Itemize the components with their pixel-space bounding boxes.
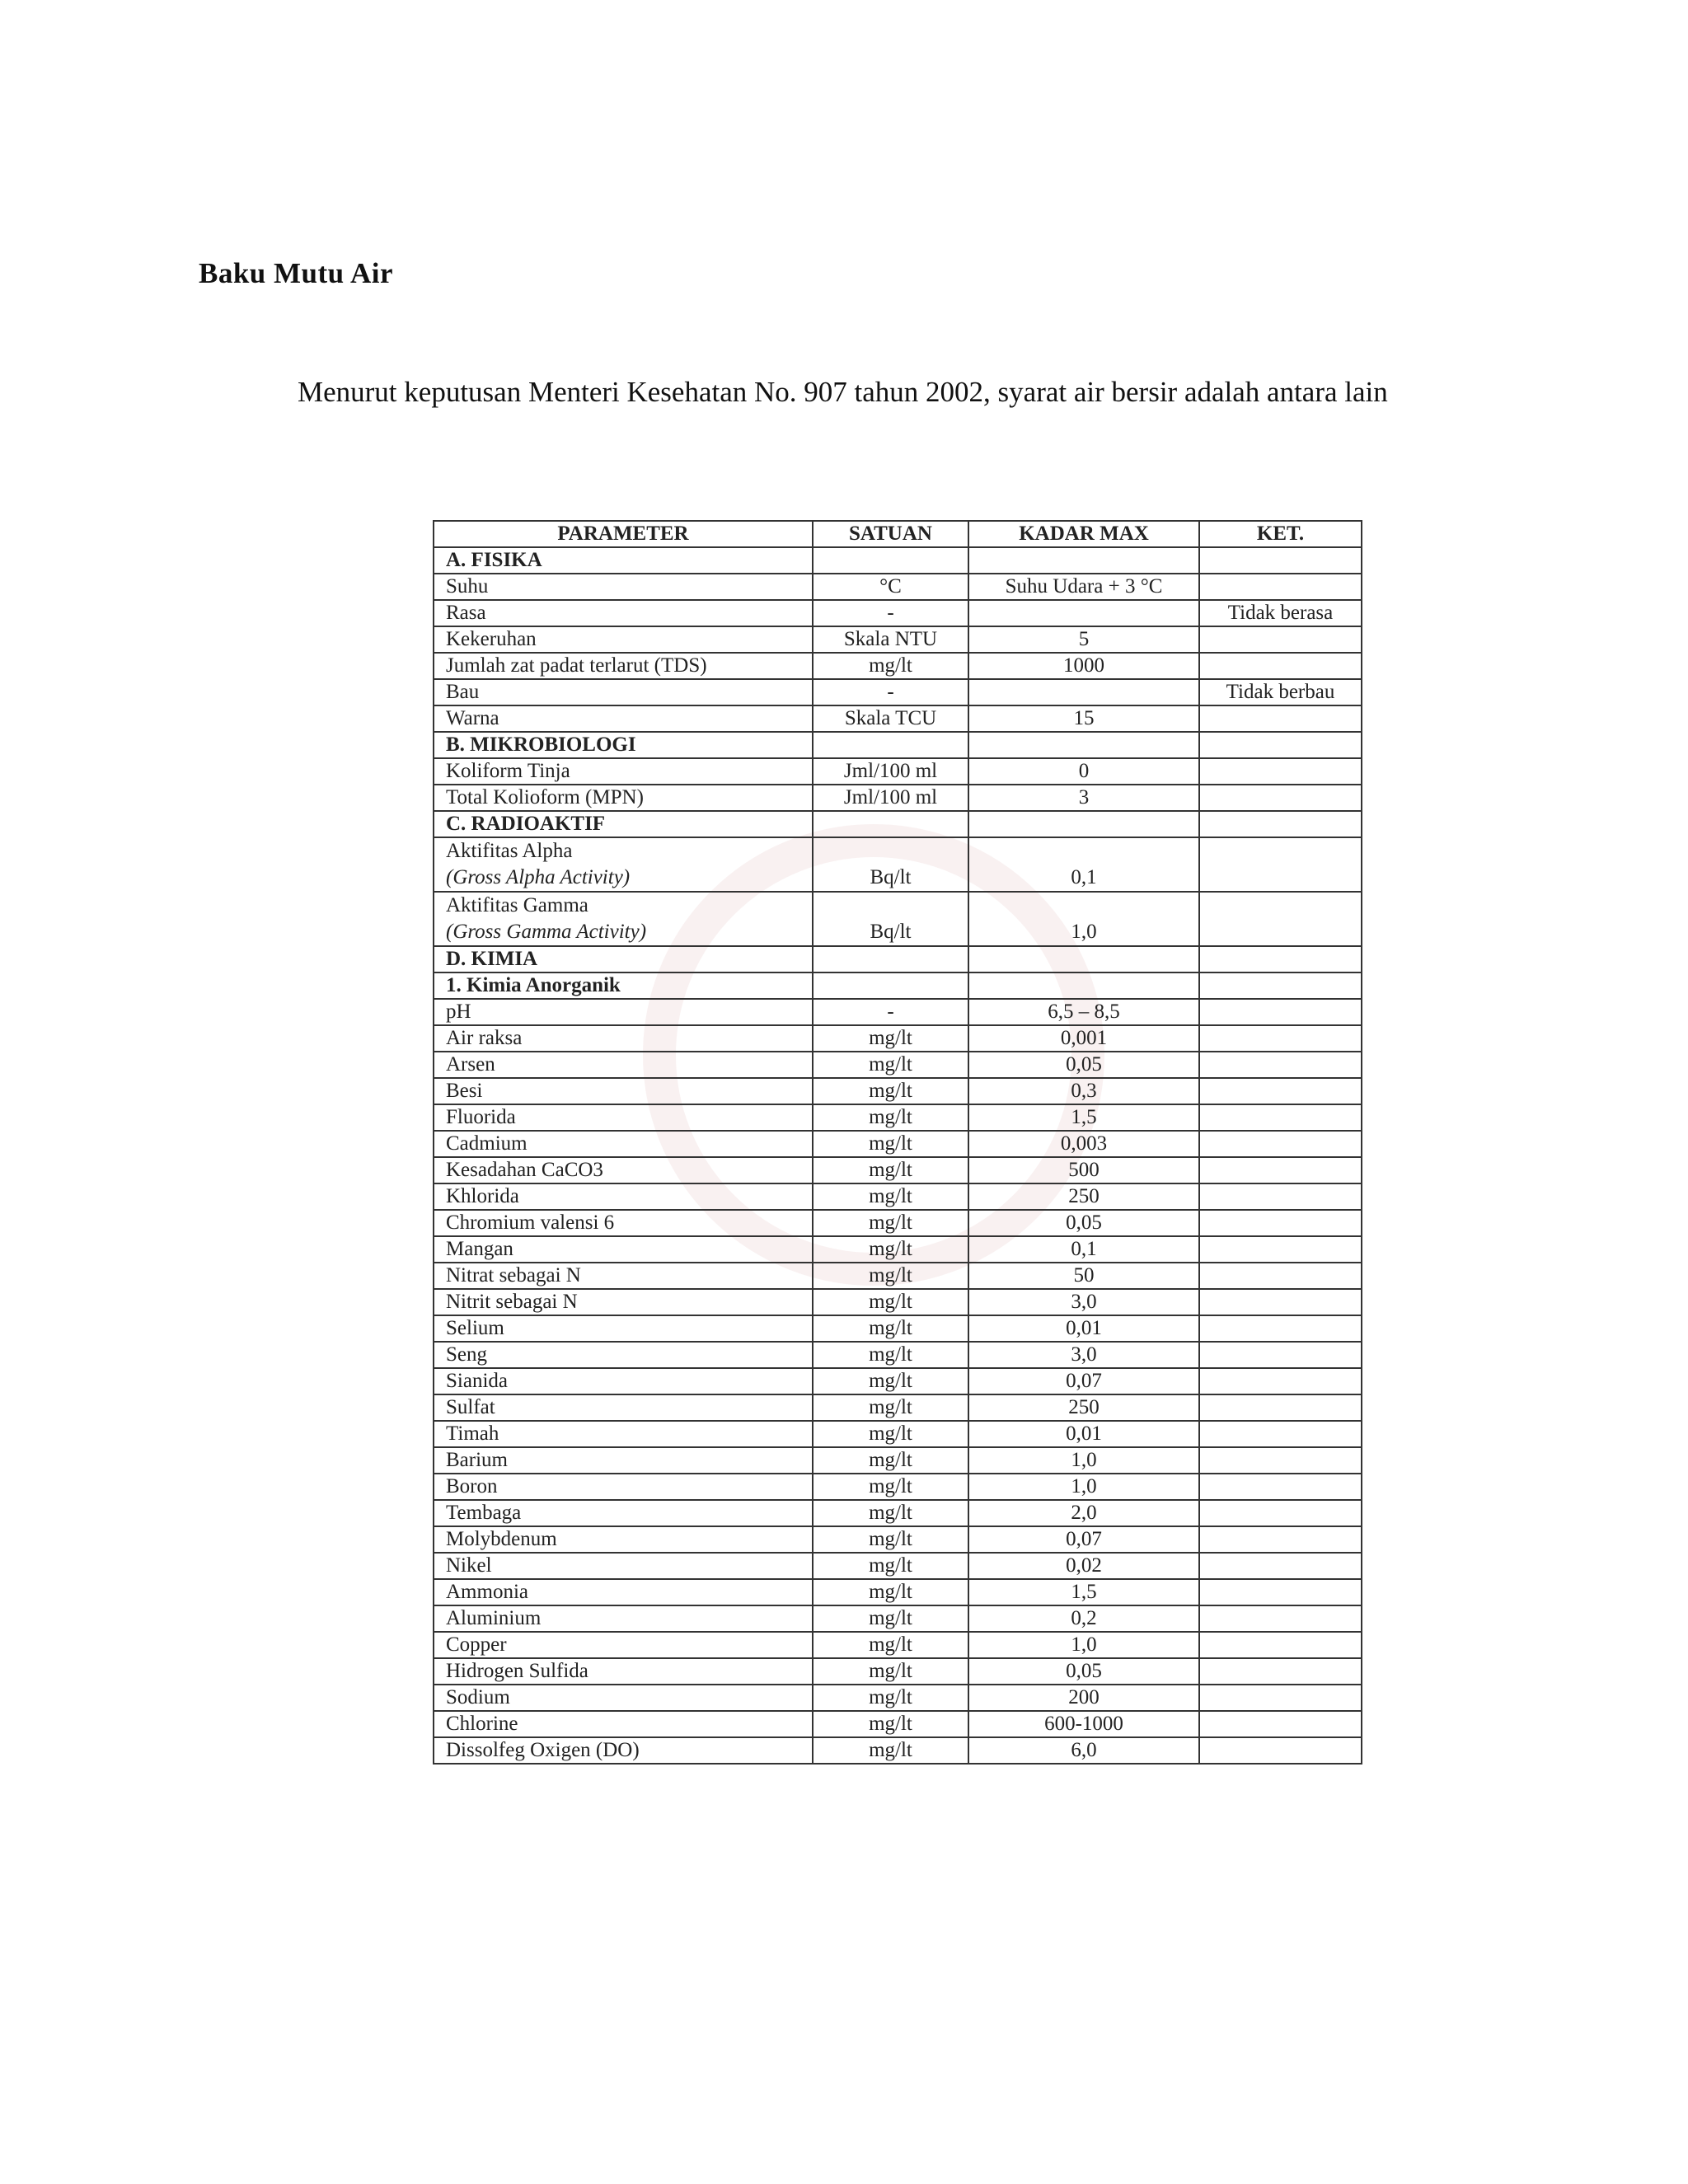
cell-kadar-max: 1,0 — [968, 1474, 1199, 1500]
cell-satuan: mg/lt — [813, 1183, 968, 1210]
cell-kadar-max: 3,0 — [968, 1342, 1199, 1368]
cell-kadar-max: 1,5 — [968, 1104, 1199, 1131]
cell-parameter: pH — [434, 999, 813, 1025]
cell-ket — [1199, 1605, 1362, 1632]
cell-satuan: mg/lt — [813, 1131, 968, 1157]
cell-kadar-max: 0,01 — [968, 1315, 1199, 1342]
cell-parameter: Arsen — [434, 1052, 813, 1078]
header-kadar-max: KADAR MAX — [968, 521, 1199, 547]
cell-ket — [1199, 1685, 1362, 1711]
cell-parameter: Copper — [434, 1632, 813, 1658]
cell-satuan — [813, 946, 968, 972]
table-row — [434, 705, 1362, 732]
cell-parameter: Sodium — [434, 1685, 813, 1711]
cell-kadar-max: 200 — [968, 1685, 1199, 1711]
cell-ket — [1199, 1263, 1362, 1289]
cell-ket — [1199, 1368, 1362, 1394]
table-header-row — [434, 521, 1362, 547]
cell-satuan — [813, 547, 968, 574]
cell-ket: Tidak berasa — [1199, 600, 1362, 626]
cell-ket — [1199, 1289, 1362, 1315]
cell-parameter: 1. Kimia Anorganik — [434, 972, 813, 999]
cell-kadar-max: 1,0 — [968, 892, 1199, 946]
cell-satuan: mg/lt — [813, 1236, 968, 1263]
cell-satuan: mg/lt — [813, 1025, 968, 1052]
cell-satuan: mg/lt — [813, 1737, 968, 1764]
table-row — [434, 653, 1362, 679]
cell-parameter: Cadmium — [434, 1131, 813, 1157]
cell-ket — [1199, 1579, 1362, 1605]
cell-parameter — [434, 837, 813, 892]
cell-parameter: Timah — [434, 1421, 813, 1447]
table-section-row — [434, 732, 1362, 758]
table-row — [434, 1368, 1362, 1394]
table-section-row — [434, 972, 1362, 999]
cell-kadar-max: 1,0 — [968, 1447, 1199, 1474]
cell-ket — [1199, 785, 1362, 811]
page-title: Baku Mutu Air — [199, 257, 393, 289]
cell-ket — [1199, 999, 1362, 1025]
cell-parameter: Kesadahan CaCO3 — [434, 1157, 813, 1183]
cell-kadar-max: 15 — [968, 705, 1199, 732]
cell-parameter: Aluminium — [434, 1605, 813, 1632]
cell-parameter: Sulfat — [434, 1394, 813, 1421]
cell-ket — [1199, 1553, 1362, 1579]
cell-ket — [1199, 811, 1362, 837]
cell-satuan: mg/lt — [813, 1342, 968, 1368]
cell-satuan: mg/lt — [813, 1500, 968, 1526]
cell-ket — [1199, 1131, 1362, 1157]
cell-satuan: mg/lt — [813, 1658, 968, 1685]
cell-ket: Tidak berbau — [1199, 679, 1362, 705]
cell-satuan: - — [813, 679, 968, 705]
cell-satuan: mg/lt — [813, 1421, 968, 1447]
cell-parameter: Warna — [434, 705, 813, 732]
table-row — [434, 837, 1362, 892]
cell-ket — [1199, 1157, 1362, 1183]
table-row — [434, 1553, 1362, 1579]
table-row — [434, 1342, 1362, 1368]
cell-satuan: mg/lt — [813, 1078, 968, 1104]
parameter-name: Aktifitas Gamma — [446, 894, 588, 916]
table-row — [434, 892, 1362, 946]
cell-parameter: Nitrit sebagai N — [434, 1289, 813, 1315]
cell-ket — [1199, 1236, 1362, 1263]
cell-ket — [1199, 972, 1362, 999]
table-row — [434, 1078, 1362, 1104]
cell-ket — [1199, 1104, 1362, 1131]
cell-parameter: Chlorine — [434, 1711, 813, 1737]
cell-kadar-max: 0,1 — [968, 837, 1199, 892]
cell-ket — [1199, 1526, 1362, 1553]
table-row — [434, 1157, 1362, 1183]
cell-ket — [1199, 892, 1362, 946]
cell-kadar-max: 0,3 — [968, 1078, 1199, 1104]
header-satuan: SATUAN — [813, 521, 968, 547]
cell-satuan: Jml/100 ml — [813, 785, 968, 811]
cell-satuan: mg/lt — [813, 1210, 968, 1236]
cell-parameter — [434, 892, 813, 946]
table-row — [434, 1104, 1362, 1131]
cell-satuan: mg/lt — [813, 1447, 968, 1474]
table-row — [434, 1052, 1362, 1078]
cell-parameter: A. FISIKA — [434, 547, 813, 574]
cell-kadar-max: 0,05 — [968, 1210, 1199, 1236]
cell-satuan — [813, 732, 968, 758]
cell-parameter: Jumlah zat padat terlarut (TDS) — [434, 653, 813, 679]
intro-paragraph: Menurut keputusan Menteri Kesehatan No. 907 tahun 2002, syarat air bersir adalah antara lain — [298, 376, 1388, 408]
header-ket: KET. — [1199, 521, 1362, 547]
cell-ket — [1199, 758, 1362, 785]
table-row — [434, 1210, 1362, 1236]
cell-parameter: Besi — [434, 1078, 813, 1104]
table-row — [434, 1526, 1362, 1553]
cell-kadar-max — [968, 972, 1199, 999]
cell-kadar-max — [968, 679, 1199, 705]
cell-kadar-max: 1,0 — [968, 1632, 1199, 1658]
cell-parameter: D. KIMIA — [434, 946, 813, 972]
cell-satuan: mg/lt — [813, 1394, 968, 1421]
cell-ket — [1199, 1052, 1362, 1078]
cell-satuan: mg/lt — [813, 1553, 968, 1579]
cell-parameter: Sianida — [434, 1368, 813, 1394]
cell-kadar-max: 0,07 — [968, 1526, 1199, 1553]
cell-kadar-max: 1000 — [968, 653, 1199, 679]
cell-satuan: - — [813, 600, 968, 626]
cell-satuan: mg/lt — [813, 1368, 968, 1394]
cell-parameter: Selium — [434, 1315, 813, 1342]
cell-ket — [1199, 1632, 1362, 1658]
cell-ket — [1199, 574, 1362, 600]
cell-ket — [1199, 1474, 1362, 1500]
table-row — [434, 758, 1362, 785]
cell-ket — [1199, 1342, 1362, 1368]
cell-kadar-max: 2,0 — [968, 1500, 1199, 1526]
cell-satuan: Bq/lt — [813, 837, 968, 892]
cell-ket — [1199, 1078, 1362, 1104]
cell-parameter: Nitrat sebagai N — [434, 1263, 813, 1289]
table-row — [434, 1394, 1362, 1421]
cell-kadar-max — [968, 547, 1199, 574]
cell-kadar-max: 0,07 — [968, 1368, 1199, 1394]
cell-kadar-max: 3,0 — [968, 1289, 1199, 1315]
table-row — [434, 1131, 1362, 1157]
table-row — [434, 1474, 1362, 1500]
cell-parameter: Boron — [434, 1474, 813, 1500]
cell-kadar-max: Suhu Udara + 3 °C — [968, 574, 1199, 600]
table-row — [434, 1737, 1362, 1764]
parameter-subname: (Gross Alpha Activity) — [446, 866, 631, 888]
cell-satuan: mg/lt — [813, 1157, 968, 1183]
cell-kadar-max — [968, 811, 1199, 837]
cell-ket — [1199, 946, 1362, 972]
cell-parameter: Mangan — [434, 1236, 813, 1263]
cell-ket — [1199, 1183, 1362, 1210]
cell-parameter: Tembaga — [434, 1500, 813, 1526]
cell-kadar-max: 0 — [968, 758, 1199, 785]
cell-satuan: mg/lt — [813, 1052, 968, 1078]
cell-satuan: mg/lt — [813, 1685, 968, 1711]
cell-ket — [1199, 1421, 1362, 1447]
cell-parameter: Ammonia — [434, 1579, 813, 1605]
cell-parameter: Dissolfeg Oxigen (DO) — [434, 1737, 813, 1764]
table-row — [434, 1605, 1362, 1632]
cell-satuan: mg/lt — [813, 1263, 968, 1289]
cell-satuan: mg/lt — [813, 653, 968, 679]
cell-ket — [1199, 1394, 1362, 1421]
table-row — [434, 1236, 1362, 1263]
cell-parameter: Nikel — [434, 1553, 813, 1579]
header-parameter: PARAMETER — [434, 521, 813, 547]
cell-kadar-max: 50 — [968, 1263, 1199, 1289]
cell-kadar-max: 3 — [968, 785, 1199, 811]
table-row — [434, 1289, 1362, 1315]
table-row — [434, 1263, 1362, 1289]
cell-parameter: Molybdenum — [434, 1526, 813, 1553]
cell-kadar-max: 0,02 — [968, 1553, 1199, 1579]
water-quality-table-container — [433, 520, 1361, 1765]
cell-kadar-max: 0,1 — [968, 1236, 1199, 1263]
cell-parameter: Fluorida — [434, 1104, 813, 1131]
cell-kadar-max: 6,0 — [968, 1737, 1199, 1764]
table-row — [434, 1579, 1362, 1605]
table-body — [434, 547, 1362, 1764]
cell-kadar-max: 0,001 — [968, 1025, 1199, 1052]
cell-satuan: °C — [813, 574, 968, 600]
table-row — [434, 1658, 1362, 1685]
cell-parameter: B. MIKROBIOLOGI — [434, 732, 813, 758]
cell-parameter: Seng — [434, 1342, 813, 1368]
cell-kadar-max — [968, 946, 1199, 972]
cell-satuan: mg/lt — [813, 1632, 968, 1658]
cell-parameter: Khlorida — [434, 1183, 813, 1210]
table-row — [434, 1315, 1362, 1342]
table-row — [434, 1421, 1362, 1447]
cell-kadar-max: 1,5 — [968, 1579, 1199, 1605]
cell-satuan: - — [813, 999, 968, 1025]
cell-kadar-max: 250 — [968, 1183, 1199, 1210]
cell-ket — [1199, 1500, 1362, 1526]
table-row — [434, 1025, 1362, 1052]
table-row — [434, 785, 1362, 811]
table-row — [434, 574, 1362, 600]
table-row — [434, 1183, 1362, 1210]
cell-ket — [1199, 547, 1362, 574]
cell-satuan: mg/lt — [813, 1104, 968, 1131]
cell-parameter: Bau — [434, 679, 813, 705]
cell-ket — [1199, 1658, 1362, 1685]
cell-parameter: Koliform Tinja — [434, 758, 813, 785]
cell-satuan: Bq/lt — [813, 892, 968, 946]
cell-ket — [1199, 626, 1362, 653]
cell-parameter: C. RADIOAKTIF — [434, 811, 813, 837]
cell-kadar-max — [968, 600, 1199, 626]
cell-satuan: mg/lt — [813, 1526, 968, 1553]
parameter-subname: (Gross Gamma Activity) — [446, 921, 647, 943]
table-section-row — [434, 946, 1362, 972]
cell-ket — [1199, 1210, 1362, 1236]
cell-kadar-max: 0,2 — [968, 1605, 1199, 1632]
cell-ket — [1199, 1447, 1362, 1474]
cell-parameter: Suhu — [434, 574, 813, 600]
table-section-row — [434, 547, 1362, 574]
table-row — [434, 1711, 1362, 1737]
cell-ket — [1199, 837, 1362, 892]
cell-satuan: mg/lt — [813, 1579, 968, 1605]
cell-parameter: Air raksa — [434, 1025, 813, 1052]
parameter-name: Aktifitas Alpha — [446, 840, 573, 862]
cell-parameter: Hidrogen Sulfida — [434, 1658, 813, 1685]
table-row — [434, 1447, 1362, 1474]
cell-ket — [1199, 1315, 1362, 1342]
table-row — [434, 626, 1362, 653]
cell-satuan — [813, 972, 968, 999]
cell-kadar-max: 500 — [968, 1157, 1199, 1183]
table-section-row — [434, 811, 1362, 837]
table-row — [434, 679, 1362, 705]
cell-satuan: mg/lt — [813, 1711, 968, 1737]
table-row — [434, 1500, 1362, 1526]
cell-kadar-max: 5 — [968, 626, 1199, 653]
table-row — [434, 1632, 1362, 1658]
cell-satuan: Skala TCU — [813, 705, 968, 732]
cell-ket — [1199, 1737, 1362, 1764]
cell-parameter: Barium — [434, 1447, 813, 1474]
table-row — [434, 999, 1362, 1025]
cell-ket — [1199, 1025, 1362, 1052]
cell-kadar-max: 600-1000 — [968, 1711, 1199, 1737]
cell-parameter: Total Kolioform (MPN) — [434, 785, 813, 811]
cell-ket — [1199, 1711, 1362, 1737]
cell-kadar-max — [968, 732, 1199, 758]
cell-satuan: Skala NTU — [813, 626, 968, 653]
table-row — [434, 1685, 1362, 1711]
cell-satuan: mg/lt — [813, 1605, 968, 1632]
cell-kadar-max: 0,05 — [968, 1658, 1199, 1685]
cell-ket — [1199, 705, 1362, 732]
cell-satuan: mg/lt — [813, 1315, 968, 1342]
cell-parameter: Kekeruhan — [434, 626, 813, 653]
cell-ket — [1199, 732, 1362, 758]
cell-kadar-max: 0,05 — [968, 1052, 1199, 1078]
cell-ket — [1199, 653, 1362, 679]
cell-satuan: mg/lt — [813, 1474, 968, 1500]
cell-kadar-max: 250 — [968, 1394, 1199, 1421]
cell-satuan — [813, 811, 968, 837]
cell-kadar-max: 0,003 — [968, 1131, 1199, 1157]
cell-kadar-max: 0,01 — [968, 1421, 1199, 1447]
table-row — [434, 600, 1362, 626]
cell-parameter: Chromium valensi 6 — [434, 1210, 813, 1236]
water-quality-table — [433, 520, 1362, 1765]
cell-kadar-max: 6,5 – 8,5 — [968, 999, 1199, 1025]
cell-satuan: mg/lt — [813, 1289, 968, 1315]
cell-parameter: Rasa — [434, 600, 813, 626]
cell-satuan: Jml/100 ml — [813, 758, 968, 785]
